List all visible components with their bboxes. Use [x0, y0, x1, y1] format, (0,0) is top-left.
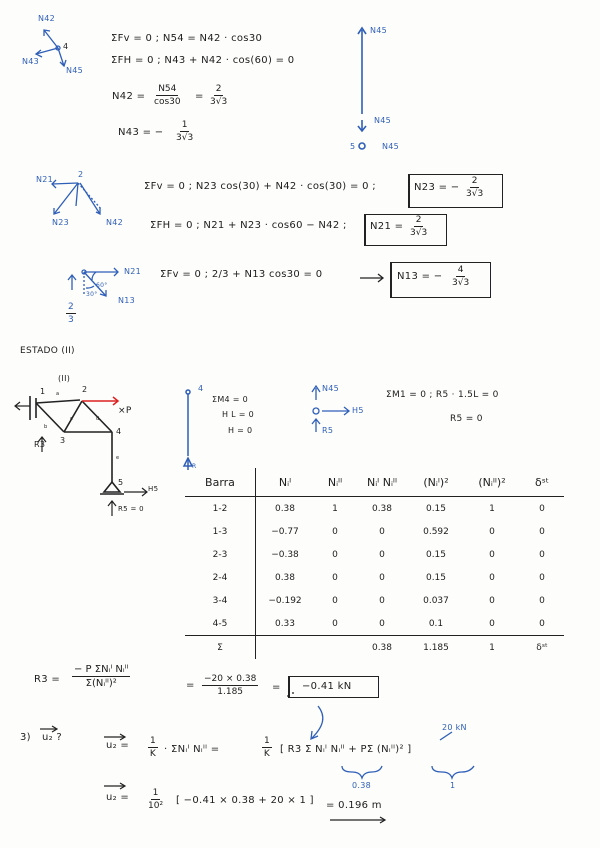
col-barra: Barra [185, 468, 256, 497]
u2-final-lhs: u₂ = [106, 792, 130, 803]
r3-equals: = [186, 680, 195, 691]
col-product: Nᵢᴵ Nᵢᴵᴵ [356, 468, 408, 497]
member45-top-label: N45 [370, 26, 388, 35]
support-eq-1: ΣM4 = 0 [212, 395, 249, 404]
u2-bracket: [ R3 Σ Nᵢᴵ Nᵢᴵᴵ + PΣ (Nᵢᴵᴵ)² ] [280, 744, 412, 755]
support-eq-2: H L = 0 [222, 410, 254, 419]
col-ni-squared: (Nᵢᴵ)² [408, 468, 464, 497]
note-1: 1 [450, 781, 456, 790]
col-nii: Nᵢᴵᴵ [314, 468, 356, 497]
h5-label: H5 [148, 485, 159, 493]
u2-lhs: u₂ = [106, 740, 130, 751]
col-nii-squared: (Nᵢᴵᴵ)² [464, 468, 520, 497]
u2-sum: · ΣNᵢᴵ Nᵢᴵᴵ = [164, 744, 220, 755]
n42-equals: = [195, 91, 204, 102]
column-45 [184, 390, 192, 470]
label-n13: N13 [118, 296, 136, 305]
label-n23: N23 [52, 218, 70, 227]
node5-force: N45 [382, 142, 400, 151]
label-n21: N21 [36, 175, 54, 184]
support-eq-3: H = 0 [228, 426, 253, 435]
n13-lhs: N13 = − [397, 271, 443, 282]
r3-formula: − P ΣNᵢᴵ Nᵢᴵᴵ Σ(Nᵢᴵᴵ)² [74, 664, 129, 689]
part3-label: 3) [20, 732, 31, 743]
r3-substitution: $\frac{-20 \times 0.38}{1.185}$ [204, 674, 257, 697]
column-node4: 4 [198, 384, 204, 393]
n21-lhs: N21 = [370, 221, 404, 232]
col-ni: Nᵢᴵ [256, 468, 315, 497]
reaction-node [313, 405, 314, 406]
angle-60: 60° [96, 282, 108, 289]
reaction-fraction: $\frac{2}{3}$ [68, 302, 74, 325]
final-fraction: $\frac{1}{\text{10²}}$ [148, 788, 164, 811]
member-45 [358, 28, 366, 149]
label-n43: N43 [22, 57, 40, 66]
n42-fraction: $\frac{N54}{\cos 30}$ [154, 84, 181, 107]
label-n45: N45 [66, 66, 84, 75]
truss-node-3: 3 [60, 436, 66, 445]
reaction-h5: H5 [352, 406, 364, 415]
bar-b: b [44, 424, 48, 430]
final-body: [ −0.41 × 0.38 + 20 × 1 ] [176, 795, 314, 806]
table-sum-row: Σ 0.38 1.185 1 δˢᵗ [185, 636, 564, 660]
bar-c: c [70, 416, 74, 422]
truss-label: (II) [58, 374, 71, 383]
load-label: ×P [118, 406, 132, 416]
moment-eq: ΣM1 = 0 ; R5 · 1.5L = 0 [386, 390, 499, 400]
n42-lhs: N42 = [112, 91, 146, 102]
estado-title: ESTADO (II) [20, 346, 75, 356]
node4-number: 4 [63, 42, 69, 51]
n43-result: $\frac{1}{3√3}$ [176, 120, 194, 143]
k-fraction-2: $\frac{1}{K}$ [263, 736, 270, 759]
label-n42: N42 [38, 14, 56, 23]
r3-lhs: R3 = [34, 674, 61, 685]
table-row: 2-4 0.38 0 0 0.15 0 0 [185, 566, 564, 589]
node4-eq-horizontal: ΣFH = 0 ; N43 + N42 · cos(60) = 0 [111, 55, 295, 66]
truss-node-1: 1 [40, 387, 46, 396]
reaction-r5: R5 [322, 426, 334, 435]
n42-result: $\frac{2}{3√3}$ [210, 84, 228, 107]
n21-fraction: $\frac{2}{3√3}$ [410, 215, 428, 238]
bar-a: a [56, 391, 60, 397]
table-row: 1-3 −0.77 0 0 0.592 0 0 [185, 520, 564, 543]
column-r: R [192, 463, 197, 470]
table-row: 4-5 0.33 0 0 0.1 0 0 [185, 612, 564, 636]
bars-table [185, 468, 564, 659]
r5-result: R5 = 0 [450, 414, 483, 424]
bar-d: d [96, 416, 100, 422]
label-n21-node1: N21 [124, 267, 142, 276]
u2-question: u₂ ? [42, 732, 63, 743]
node4-fbd [36, 30, 69, 66]
node2-eq-horizontal: ΣFH = 0 ; N21 + N23 · cos60 − N42 ; [150, 220, 347, 231]
node5-number: 5 [350, 142, 356, 151]
node1-eq: ΣFv = 0 ; 2/3 + N13 cos30 = 0 [160, 269, 323, 280]
n43-lhs: N43 = − [118, 127, 164, 138]
r3-result: −0.41 kN [302, 681, 352, 692]
final-result: = 0.196 m [326, 800, 382, 811]
col-delta: δˢᵗ [520, 468, 564, 497]
table-header-row [185, 468, 564, 497]
angle-30: 30° [86, 291, 98, 298]
node2-fbd [52, 180, 102, 214]
truss-node-5: 5 [118, 478, 124, 487]
table-row: 2-3 −0.38 0 0 0.15 0 0 [185, 543, 564, 566]
bar-e: e [116, 455, 120, 461]
n23-fraction: $\frac{2}{3√3}$ [466, 176, 484, 199]
r3-label: R3 [34, 440, 46, 449]
member45-bottom-label: N45 [374, 116, 392, 125]
r5-label: R5 = 0 [118, 505, 144, 513]
k-fraction: $\frac{1}{K}$ [149, 736, 156, 759]
n23-lhs: N23 = − [414, 182, 460, 193]
r3-equals-2: = [272, 682, 281, 693]
node2-eq-vertical: ΣFv = 0 ; N23 cos(30) + N42 · cos(30) = 0 ; [144, 181, 376, 192]
table-row: 3-4 −0.192 0 0 0.037 0 0 [185, 589, 564, 612]
node1-arrow [360, 266, 362, 267]
note-038: 0.38 [352, 781, 372, 790]
truss-node-4: 4 [116, 427, 122, 436]
label-n42-node2: N42 [106, 218, 124, 227]
note-20kn: 20 kN [442, 723, 467, 732]
reaction-n45: N45 [322, 384, 340, 393]
node4-eq-vertical: ΣFv = 0 ; N54 = N42 · cos30 [111, 33, 263, 44]
node2-number: 2 [78, 170, 84, 179]
truss-node-2: 2 [82, 385, 88, 394]
n13-fraction: $\frac{4}{3√3}$ [452, 265, 470, 288]
table-row: 1-2 0.38 1 0.38 0.15 1 0 [185, 497, 564, 521]
